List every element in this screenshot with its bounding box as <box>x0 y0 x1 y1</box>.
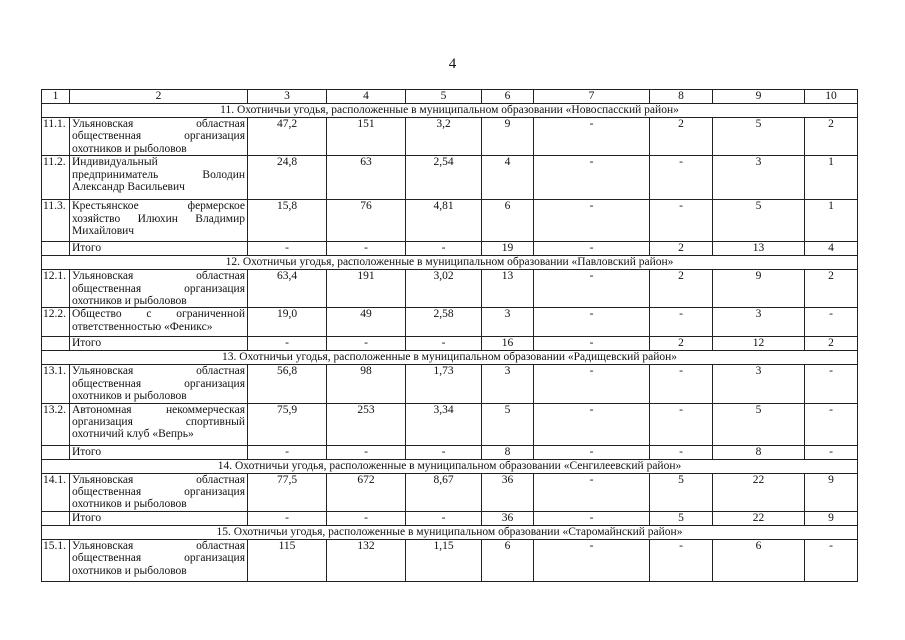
total-value-col8: 5 <box>650 511 713 525</box>
total-value-col3: - <box>248 337 327 351</box>
value-cell-col10: 2 <box>805 118 858 156</box>
value-cell-col8: - <box>650 156 713 200</box>
organization-name: Индивидуальный предприниматель Володин Александр Васильевич <box>70 156 248 200</box>
value-cell-col4: 253 <box>327 403 406 445</box>
empty-cell <box>42 242 70 256</box>
value-cell-col8: 2 <box>650 270 713 308</box>
table-row <box>42 473 858 511</box>
organization-name: Ульяновская областная общественная организация охотников и рыболовов <box>70 539 248 581</box>
total-value-col10: 9 <box>805 511 858 525</box>
organization-name: Автономная некоммерческая организация спортивный охотничий клуб «Вепрь» <box>70 403 248 445</box>
total-row <box>42 337 858 351</box>
section-title: 12. Охотничьи угодья, расположенные в муниципальном образовании «Павловский район» <box>42 256 858 270</box>
value-cell-col7: - <box>534 365 650 403</box>
value-cell-col6: 9 <box>482 118 534 156</box>
value-cell-col3: 115 <box>248 539 327 581</box>
value-cell-col8: - <box>650 403 713 445</box>
row-number: 13.2. <box>42 403 70 445</box>
row-number: 12.2. <box>42 308 70 337</box>
empty-cell <box>42 445 70 459</box>
value-cell-col3: 47,2 <box>248 118 327 156</box>
value-cell-col6: 3 <box>482 308 534 337</box>
column-header: 1 <box>42 90 70 104</box>
value-cell-col9: 3 <box>713 308 805 337</box>
total-value-col6: 19 <box>482 242 534 256</box>
total-value-col8: 2 <box>650 337 713 351</box>
column-header: 7 <box>534 90 650 104</box>
value-cell-col9: 5 <box>713 200 805 242</box>
value-cell-col6: 36 <box>482 473 534 511</box>
value-cell-col6: 4 <box>482 156 534 200</box>
total-value-col4: - <box>327 242 406 256</box>
value-cell-col10: - <box>805 403 858 445</box>
value-cell-col5: 4,81 <box>406 200 482 242</box>
value-cell-col9: 6 <box>713 539 805 581</box>
total-value-col7: - <box>534 337 650 351</box>
total-value-col8: 2 <box>650 242 713 256</box>
value-cell-col8: - <box>650 308 713 337</box>
value-cell-col9: 22 <box>713 473 805 511</box>
section-title: 11. Охотничьи угодья, расположенные в муниципальном образовании «Новоспасский район» <box>42 104 858 118</box>
value-cell-col5: 3,02 <box>406 270 482 308</box>
total-value-col3: - <box>248 242 327 256</box>
total-value-col8: - <box>650 445 713 459</box>
value-cell-col7: - <box>534 200 650 242</box>
value-cell-col4: 49 <box>327 308 406 337</box>
total-value-col9: 13 <box>713 242 805 256</box>
total-value-col4: - <box>327 337 406 351</box>
value-cell-col5: 2,54 <box>406 156 482 200</box>
table-row <box>42 118 858 156</box>
total-label: Итого <box>70 242 248 256</box>
section-header-row <box>42 525 858 539</box>
value-cell-col6: 13 <box>482 270 534 308</box>
total-value-col6: 8 <box>482 445 534 459</box>
table-row <box>42 200 858 242</box>
value-cell-col10: 2 <box>805 270 858 308</box>
value-cell-col4: 672 <box>327 473 406 511</box>
value-cell-col9: 5 <box>713 403 805 445</box>
row-number: 13.1. <box>42 365 70 403</box>
organization-name: Ульяновская областная общественная организация охотников и рыболовов <box>70 118 248 156</box>
table-row <box>42 156 858 200</box>
total-value-col7: - <box>534 511 650 525</box>
total-value-col9: 12 <box>713 337 805 351</box>
total-value-col5: - <box>406 242 482 256</box>
empty-cell <box>42 511 70 525</box>
value-cell-col8: - <box>650 200 713 242</box>
value-cell-col6: 5 <box>482 403 534 445</box>
total-value-col7: - <box>534 445 650 459</box>
value-cell-col8: 5 <box>650 473 713 511</box>
total-value-col10: - <box>805 445 858 459</box>
column-header: 8 <box>650 90 713 104</box>
value-cell-col7: - <box>534 403 650 445</box>
value-cell-col7: - <box>534 118 650 156</box>
value-cell-col8: - <box>650 539 713 581</box>
value-cell-col10: 1 <box>805 156 858 200</box>
total-value-col10: 4 <box>805 242 858 256</box>
organization-name: Ульяновская областная общественная организация охотников и рыболовов <box>70 365 248 403</box>
hunting-grounds-table <box>41 89 858 582</box>
row-number: 12.1. <box>42 270 70 308</box>
total-row <box>42 242 858 256</box>
row-number: 11.2. <box>42 156 70 200</box>
value-cell-col7: - <box>534 270 650 308</box>
value-cell-col4: 63 <box>327 156 406 200</box>
value-cell-col4: 132 <box>327 539 406 581</box>
table-row <box>42 365 858 403</box>
value-cell-col3: 63,4 <box>248 270 327 308</box>
value-cell-col4: 191 <box>327 270 406 308</box>
row-number: 15.1. <box>42 539 70 581</box>
organization-name: Крестьянское фермерское хозяйство Илюхин Владимир Михайлович <box>70 200 248 242</box>
value-cell-col9: 3 <box>713 156 805 200</box>
total-label: Итого <box>70 511 248 525</box>
section-header-row <box>42 459 858 473</box>
value-cell-col7: - <box>534 308 650 337</box>
section-header-row <box>42 104 858 118</box>
value-cell-col9: 3 <box>713 365 805 403</box>
value-cell-col3: 15,8 <box>248 200 327 242</box>
total-value-col6: 36 <box>482 511 534 525</box>
value-cell-col10: - <box>805 539 858 581</box>
value-cell-col7: - <box>534 156 650 200</box>
section-header-row <box>42 256 858 270</box>
value-cell-col4: 76 <box>327 200 406 242</box>
value-cell-col7: - <box>534 473 650 511</box>
value-cell-col9: 9 <box>713 270 805 308</box>
total-label: Итого <box>70 445 248 459</box>
value-cell-col10: - <box>805 308 858 337</box>
column-header: 10 <box>805 90 858 104</box>
total-label: Итого <box>70 337 248 351</box>
value-cell-col5: 1,73 <box>406 365 482 403</box>
page-number: 4 <box>448 56 457 72</box>
value-cell-col3: 19,0 <box>248 308 327 337</box>
value-cell-col5: 2,58 <box>406 308 482 337</box>
column-header: 6 <box>482 90 534 104</box>
organization-name: Ульяновская областная общественная организация охотников и рыболовов <box>70 473 248 511</box>
column-header: 5 <box>406 90 482 104</box>
column-header: 4 <box>327 90 406 104</box>
table-row <box>42 270 858 308</box>
row-number: 14.1. <box>42 473 70 511</box>
value-cell-col9: 5 <box>713 118 805 156</box>
total-value-col3: - <box>248 445 327 459</box>
total-value-col5: - <box>406 511 482 525</box>
total-value-col6: 16 <box>482 337 534 351</box>
section-title: 13. Охотничьи угодья, расположенные в муниципальном образовании «Радищевский район» <box>42 351 858 365</box>
value-cell-col3: 77,5 <box>248 473 327 511</box>
total-row <box>42 511 858 525</box>
value-cell-col5: 8,67 <box>406 473 482 511</box>
total-row <box>42 445 858 459</box>
total-value-col9: 22 <box>713 511 805 525</box>
table-row <box>42 308 858 337</box>
total-value-col4: - <box>327 445 406 459</box>
value-cell-col10: - <box>805 365 858 403</box>
total-value-col7: - <box>534 242 650 256</box>
column-header: 3 <box>248 90 327 104</box>
table-row <box>42 403 858 445</box>
value-cell-col10: 9 <box>805 473 858 511</box>
total-value-col3: - <box>248 511 327 525</box>
value-cell-col8: 2 <box>650 118 713 156</box>
row-number: 11.1. <box>42 118 70 156</box>
value-cell-col10: 1 <box>805 200 858 242</box>
value-cell-col6: 3 <box>482 365 534 403</box>
section-header-row <box>42 351 858 365</box>
value-cell-col3: 56,8 <box>248 365 327 403</box>
total-value-col4: - <box>327 511 406 525</box>
column-header: 2 <box>70 90 248 104</box>
row-number: 11.3. <box>42 200 70 242</box>
value-cell-col3: 75,9 <box>248 403 327 445</box>
value-cell-col5: 3,2 <box>406 118 482 156</box>
organization-name: Ульяновская областная общественная организация охотников и рыболовов <box>70 270 248 308</box>
value-cell-col5: 3,34 <box>406 403 482 445</box>
value-cell-col3: 24,8 <box>248 156 327 200</box>
value-cell-col5: 1,15 <box>406 539 482 581</box>
value-cell-col8: - <box>650 365 713 403</box>
organization-name: Общество с ограниченной ответственностью «Феникс» <box>70 308 248 337</box>
total-value-col9: 8 <box>713 445 805 459</box>
column-header: 9 <box>713 90 805 104</box>
value-cell-col6: 6 <box>482 200 534 242</box>
total-value-col5: - <box>406 445 482 459</box>
value-cell-col6: 6 <box>482 539 534 581</box>
value-cell-col4: 151 <box>327 118 406 156</box>
value-cell-col4: 98 <box>327 365 406 403</box>
table-row <box>42 539 858 581</box>
section-title: 14. Охотничьи угодья, расположенные в муниципальном образовании «Сенгилеевский район» <box>42 459 858 473</box>
empty-cell <box>42 337 70 351</box>
total-value-col5: - <box>406 337 482 351</box>
section-title: 15. Охотничьи угодья, расположенные в муниципальном образовании «Старомайнский район» <box>42 525 858 539</box>
header-row <box>42 90 858 104</box>
total-value-col10: 2 <box>805 337 858 351</box>
value-cell-col7: - <box>534 539 650 581</box>
